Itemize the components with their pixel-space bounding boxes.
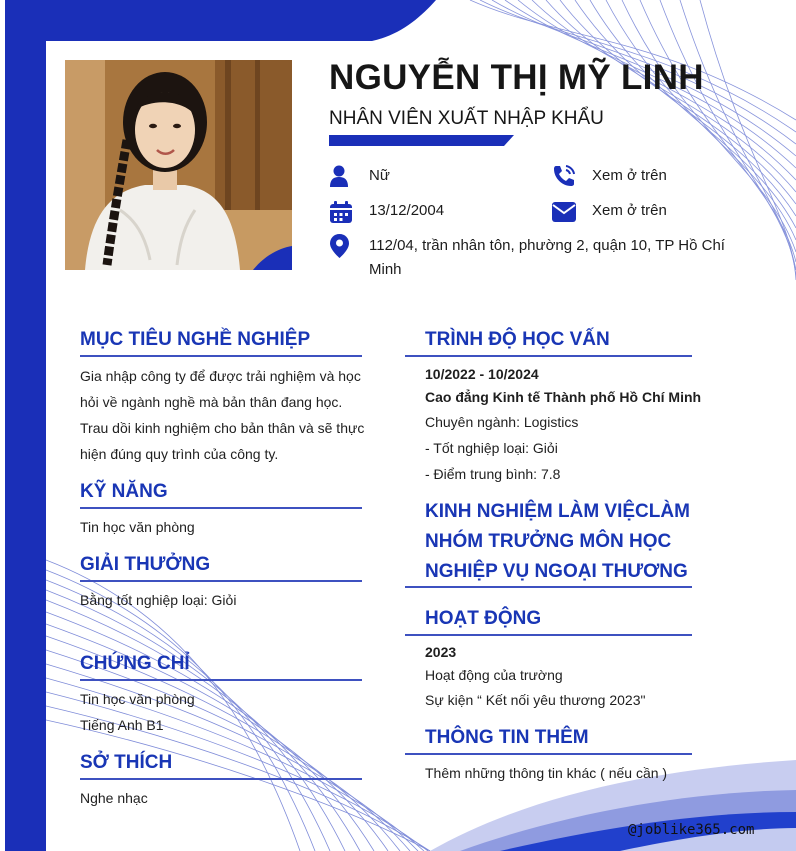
user-icon xyxy=(330,165,348,187)
experience-title-line-2: NHÓM TRƯỞNG MÔN HỌC xyxy=(425,531,672,552)
education-period: 10/2022 - 10/2024 xyxy=(425,366,539,382)
title-underline-bar xyxy=(329,135,514,146)
activities-title: HOẠT ĐỘNG xyxy=(425,608,542,629)
profile-photo xyxy=(65,60,292,270)
more-info-text: Thêm những thông tin khác ( nếu cần ) xyxy=(425,765,668,781)
more-info-title: THÔNG TIN THÊM xyxy=(425,727,589,748)
hobbies-divider xyxy=(80,778,362,780)
awards-title: GIẢI THƯỞNG xyxy=(80,554,211,575)
education-major: Chuyên ngành: Logistics xyxy=(425,414,579,430)
hobby-item: Nghe nhạc xyxy=(80,790,148,806)
activity-item-1: Hoạt động của trường xyxy=(425,667,563,683)
activities-divider xyxy=(405,634,692,636)
phone-value: Xem ở trên xyxy=(592,167,667,184)
activity-item-2: Sự kiện “ Kết nối yêu thương 2023" xyxy=(425,692,646,708)
activities-year: 2023 xyxy=(425,644,457,660)
watermark: @joblike365.com xyxy=(628,822,755,838)
education-gpa: - Điểm trung bình: 7.8 xyxy=(425,466,561,482)
objective-line-1: Gia nhập công ty để được trải nghiệm và học xyxy=(80,368,361,384)
experience-title-line-3: NGHIỆP VỤ NGOẠI THƯƠNG xyxy=(425,561,688,582)
objective-line-3: Trau dồi kinh nghiệm cho bản thân và sẽ thực xyxy=(80,420,365,436)
email-icon xyxy=(552,202,576,222)
more-info-divider xyxy=(405,753,692,755)
birthday-value: 13/12/2004 xyxy=(369,202,445,219)
email-value: Xem ở trên xyxy=(592,202,667,219)
award-item: Bằng tốt nghiệp loại: Giỏi xyxy=(80,592,237,608)
calendar-icon xyxy=(329,200,353,224)
experience-divider xyxy=(405,586,692,588)
certificates-title: CHỨNG CHỈ xyxy=(80,653,190,674)
skills-divider xyxy=(80,507,362,509)
location-pin-icon xyxy=(330,234,349,258)
awards-divider xyxy=(80,580,362,582)
objective-line-4: hiện đúng quy trình của công ty. xyxy=(80,446,279,462)
certificate-item-2: Tiếng Anh B1 xyxy=(80,717,164,733)
education-school: Cao đẳng Kinh tế Thành phố Hồ Chí Minh xyxy=(425,389,702,405)
phone-icon xyxy=(552,164,576,188)
education-grade: - Tốt nghiệp loại: Giỏi xyxy=(425,440,558,456)
certificates-divider xyxy=(80,679,362,681)
skill-item: Tin học văn phòng xyxy=(80,519,195,535)
education-divider xyxy=(405,355,692,357)
gender-value: Nữ xyxy=(369,167,390,184)
objective-line-2: hỏi về ngành nghề mà bản thân đang học. xyxy=(80,394,343,410)
experience-title-line-1: KINH NGHIỆM LÀM VIỆCLÀM xyxy=(425,501,690,522)
certificate-item-1: Tin học văn phòng xyxy=(80,691,195,707)
education-title: TRÌNH ĐỘ HỌC VẤN xyxy=(425,329,610,350)
address-value: 112/04, trần nhân tôn, phường 2, quận 10, TP Hồ Chí Minh xyxy=(369,237,725,278)
candidate-name: NGUYỄN THỊ MỸ LINH xyxy=(329,58,704,97)
objective-divider xyxy=(80,355,362,357)
skills-title: KỸ NĂNG xyxy=(80,481,168,502)
job-title: NHÂN VIÊN XUẤT NHẬP KHẨU xyxy=(329,108,604,129)
objective-title: MỤC TIÊU NGHỀ NGHIỆP xyxy=(80,329,311,350)
hobbies-title: SỞ THÍCH xyxy=(80,752,173,773)
